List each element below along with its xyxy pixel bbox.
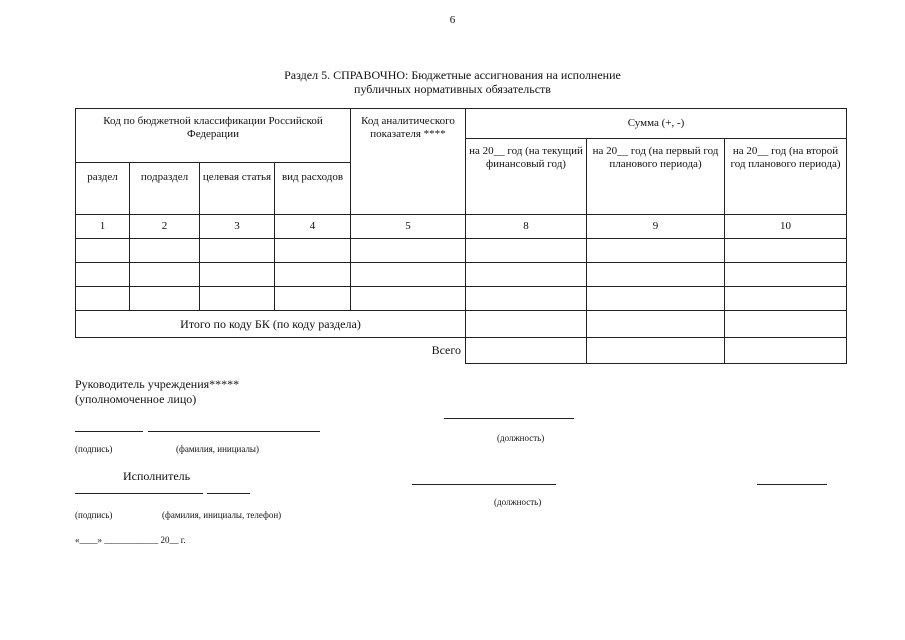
col-number: 3	[200, 215, 275, 239]
page-number: 6	[449, 14, 456, 26]
name-phone-caption: (фамилия, инициалы, телефон)	[162, 510, 282, 520]
col-number: 4	[275, 215, 351, 239]
executor-label: Исполнитель	[123, 469, 191, 483]
table-cell	[587, 287, 725, 311]
section-title	[0, 68, 905, 96]
header-razdel: раздел	[76, 163, 130, 215]
section-title-line1: Раздел 5. СПРАВОЧНО: Бюджетные ассигнования на исполнение	[284, 68, 621, 82]
name-caption: (фамилия, инициалы)	[176, 444, 259, 454]
head-title: Руководитель учреждения*****	[75, 377, 240, 391]
table-cell	[466, 263, 587, 287]
table-cell	[275, 287, 351, 311]
table-cell	[130, 239, 200, 263]
table-row	[76, 287, 847, 311]
header-podrazdel: подраздел	[130, 163, 200, 215]
position-line	[444, 418, 574, 419]
table-cell	[351, 263, 466, 287]
col-number: 8	[466, 215, 587, 239]
itogo-row	[76, 311, 847, 338]
header-sum-current-year: на 20__ год (на текущий финансовый год)	[466, 139, 587, 215]
itogo-label: Итого по коду БК (по коду раздела)	[76, 311, 466, 338]
table-cell	[275, 263, 351, 287]
table-cell	[130, 287, 200, 311]
table-cell	[725, 311, 847, 338]
table-cell	[200, 239, 275, 263]
vsego-label: Всего	[431, 343, 461, 358]
signature-caption: (подпись)	[75, 444, 113, 454]
col-number: 9	[587, 215, 725, 239]
section-title-line2: публичных нормативных обязательств	[354, 82, 551, 96]
signature-line	[75, 431, 143, 432]
appropriations-table	[75, 108, 847, 364]
signature-line	[75, 493, 203, 494]
table-cell	[76, 287, 130, 311]
head-signature-block	[75, 377, 239, 407]
table-cell	[466, 287, 587, 311]
table-cell	[351, 287, 466, 311]
header-sum: Сумма (+, -)	[466, 109, 847, 139]
table-cell	[275, 239, 351, 263]
position-line	[412, 484, 556, 485]
table-cell	[466, 239, 587, 263]
col-number: 5	[351, 215, 466, 239]
table-cell	[130, 263, 200, 287]
table-cell	[587, 263, 725, 287]
table-cell	[587, 311, 725, 338]
table-cell	[76, 239, 130, 263]
table-cell	[200, 263, 275, 287]
date-line: «____» ____________ 20__ г.	[75, 535, 186, 545]
name-line	[207, 493, 250, 494]
col-number: 10	[725, 215, 847, 239]
col-number: 1	[76, 215, 130, 239]
header-sum-second-plan-year: на 20__ год (на второй год планового периода)	[725, 139, 847, 215]
header-expense-type: вид расходов	[275, 163, 351, 215]
table-cell	[725, 287, 847, 311]
header-target-article: целевая статья	[200, 163, 275, 215]
table-cell	[725, 239, 847, 263]
table-cell	[351, 239, 466, 263]
header-budget-classification: Код по бюджетной классификации Российской Федерации	[76, 109, 351, 163]
table-cell	[587, 239, 725, 263]
table-cell	[200, 287, 275, 311]
position-caption: (должность)	[494, 497, 542, 507]
header-sum-first-plan-year: на 20__ год (на первый год планового периода)	[587, 139, 725, 215]
column-numbers-row	[76, 215, 847, 239]
head-subtitle: (уполномоченное лицо)	[75, 392, 197, 406]
col-number: 2	[130, 215, 200, 239]
table-cell	[725, 263, 847, 287]
table-header-row-1	[76, 109, 847, 139]
position-caption: (должность)	[497, 433, 545, 443]
table-cell	[587, 338, 725, 364]
table-cell	[725, 338, 847, 364]
table-row	[76, 239, 847, 263]
header-analytic-code: Код аналитического показателя ****	[351, 109, 466, 215]
table-cell	[466, 338, 587, 364]
table-cell	[76, 263, 130, 287]
signature-caption: (подпись)	[75, 510, 113, 520]
table-cell	[466, 311, 587, 338]
vsego-row	[76, 338, 847, 364]
table-row	[76, 263, 847, 287]
name-line	[148, 431, 320, 432]
phone-line	[757, 484, 827, 485]
